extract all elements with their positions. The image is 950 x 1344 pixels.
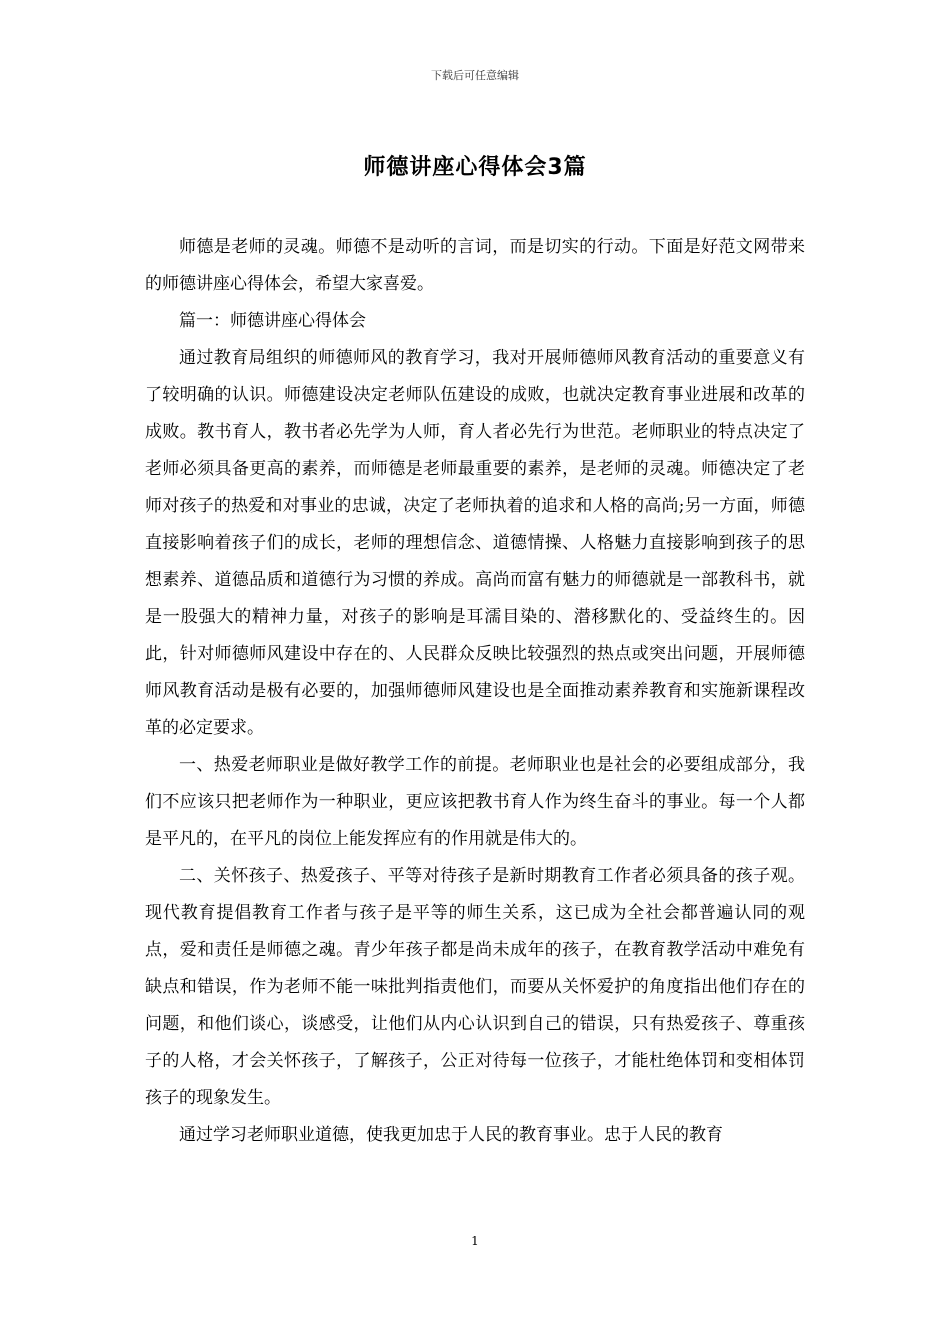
document-title: 师德讲座心得体会3篇 [363,155,587,180]
body-paragraph: 通过学习老师职业道德，使我更加忠于人民的教育事业。忠于人民的教育 [179,1125,723,1145]
intro-paragraph: 师德是老师的灵魂。师德不是动听的言词，而是切实的行动。下面是好范文网带来的师德讲座心得体会，希望大家喜爱。 [145,237,805,294]
body-paragraph: 一、热爱老师职业是做好教学工作的前提。老师职业也是社会的必要组成部分，我们不应该只把老师作为一种职业，更应该把教书育人作为终生奋斗的事业。每一个人都是平凡的，在平凡的岗位上能发挥应有的作用就是伟大的。 [145,755,805,849]
section-heading: 篇一：师德讲座心得体会 [179,311,366,331]
page-number: 1 [471,1234,479,1248]
document-body [145,229,805,1154]
body-paragraph: 通过教育局组织的师德师风的教育学习，我对开展师德师风教育活动的重要意义有了较明确的认识。师德建设决定老师队伍建设的成败，也就决定教育事业进展和改革的成败。教书育人，教书者必先学为人师，育人者必先行为世范。老师职业的特点决定了老师必须具备更高的素养，而师德是老师最重要的素养，是老师的灵魂。师德决定了老师对孩子的热爱和对事业的忠诚，决定了老师执着的追求和人格的高尚;另一方面，师德直接影响着孩子们的成长，老师的理想信念、道德情操、人格魅力直接影响到孩子的思想素养、道德品质和道德行为习惯的养成。高尚而富有魅力的师德就是一部教科书，就是一股强大的精神力量，对孩子的影响是耳濡目染的、潜移默化的、受益终生的。因此，针对师德师风建设中存在的、人民群众反映比较强烈的热点或突出问题，开展师德师风教育活动是极有必要的，加强师德师风建设也是全面推动素养教育和实施新课程改革的必定要求。 [145,348,805,738]
body-paragraph: 二、关怀孩子、热爱孩子、平等对待孩子是新时期教育工作者必须具备的孩子观。现代教育提倡教育工作者与孩子是平等的师生关系，这已成为全社会都普遍认同的观点，爱和责任是师德之魂。青少年孩子都是尚未成年的孩子，在教育教学活动中难免有缺点和错误，作为老师不能一味批判指责他们，而要从关怀爱护的角度指出他们存在的问题，和他们谈心，谈感受，让他们从内心认识到自己的错误，只有热爱孩子、尊重孩子的人格，才会关怀孩子，了解孩子，公正对待每一位孩子，才能杜绝体罚和变相体罚孩子的现象发生。 [145,866,805,1108]
header-note: 下载后可任意编辑 [431,69,519,82]
